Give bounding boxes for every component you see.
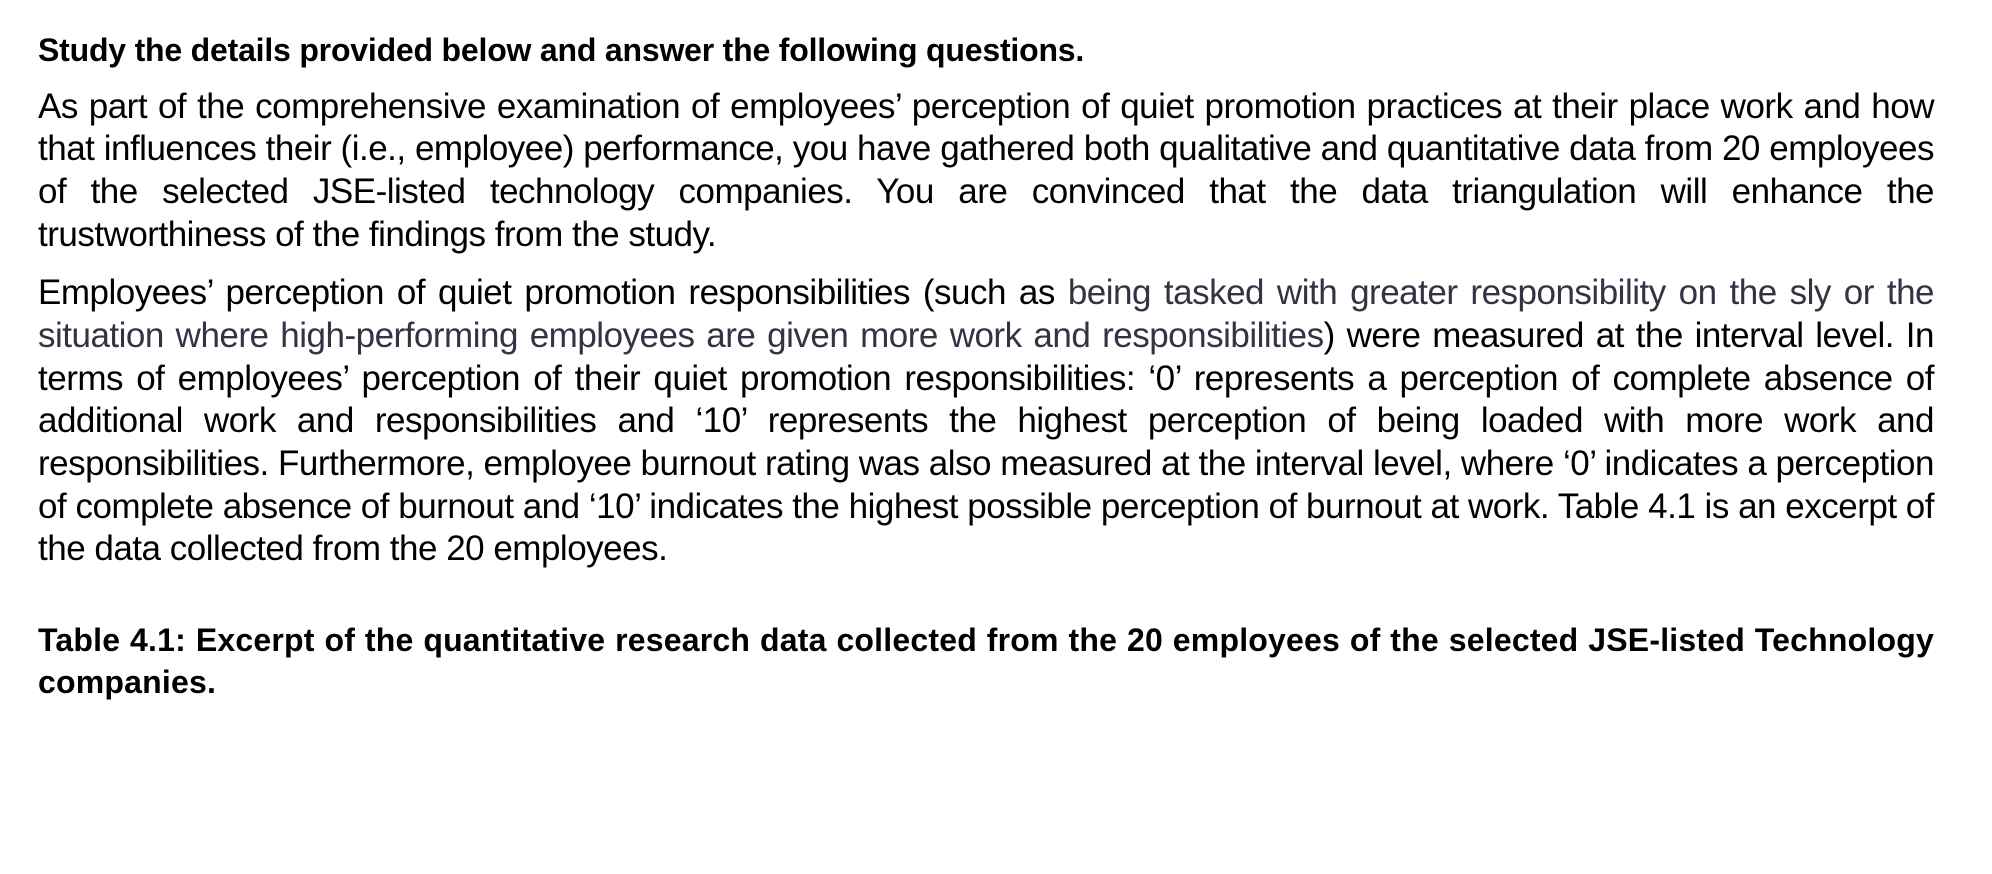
table-caption: Table 4.1: Excerpt of the quantitative research data collected from the 20 employees of the selected JSE-listed Technology companies. [38, 622, 1934, 700]
document-page [38, 30, 1934, 587]
paragraph-measurement [38, 272, 1934, 571]
paragraph-measurement-part1: Employees’ perception of quiet promotion responsibilities (such as [38, 273, 1068, 313]
paragraph-context: As part of the comprehensive examination of employees’ perception of quiet promotion practices at their place work and how that influences their (i.e., employee) performance, you have gathered both qualitative and quantitative data from 20 employees of the selected JSE-listed technology companies. You are convinced that the data triangulation will enhance the trustworthiness of the findings from the study. [38, 86, 1934, 254]
paragraph-measurement-highlight: being tasked with greater responsibility on the sly or the situation where high-performing employees are given more work and responsibilities [38, 273, 1934, 356]
instruction-heading: Study the details provided below and answer the following questions. [38, 32, 1085, 68]
paragraph-measurement-part3: ) were measured at the interval level. In terms of employees’ perception of their quiet promotion responsibilities: ‘0’ represents a perception of complete absence of additional work and responsibilities and ‘10’ represents the highest perception of being loaded with more work and responsibilities. Furthermore, employee burnout rating was also measured at the interval level, where ‘0’ indicates a perception of complete absence of burnout and ‘10’ indicates the highest possible perception of burnout at work. Table 4.1 is an excerpt of the data collected from the 20 employees. [38, 316, 1934, 569]
